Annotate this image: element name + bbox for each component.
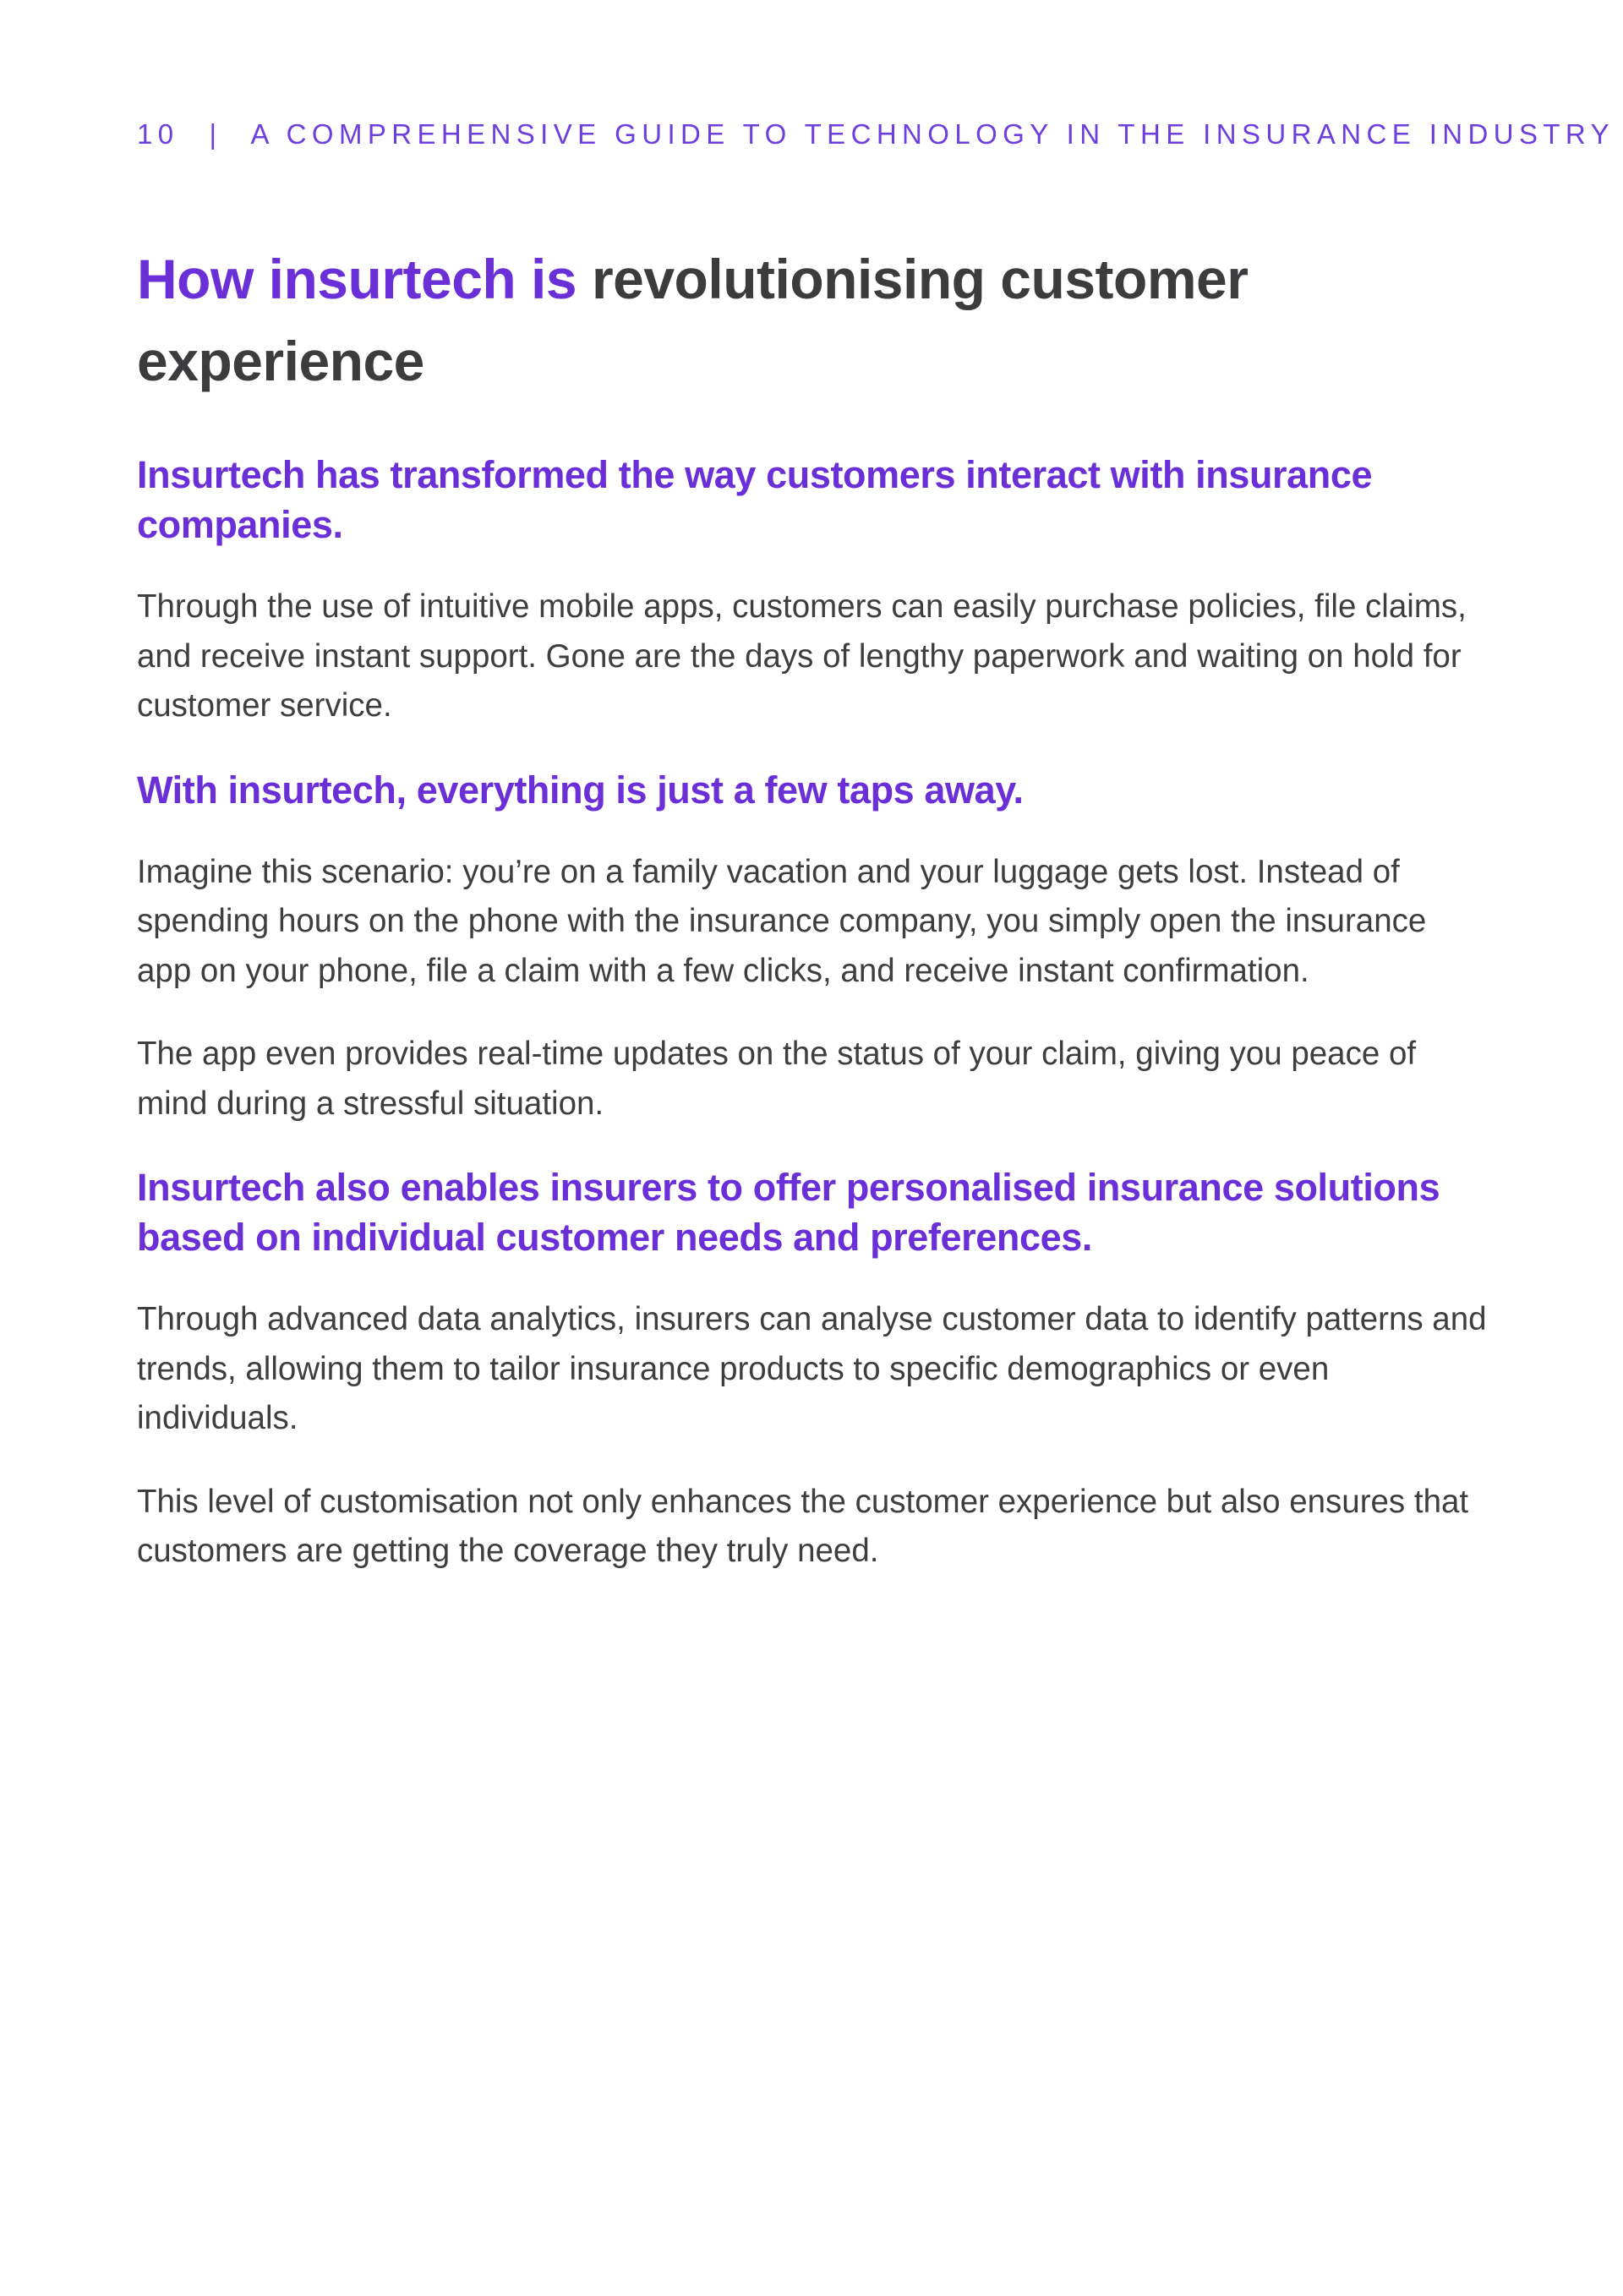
section-3-paragraph-1: Through advanced data analytics, insurers can analyse customer data to identify patterns and trends, allowing them to tailor insurance products to specific demographics or even individuals.	[137, 1301, 1487, 1436]
section-3-paragraph-2: This level of customisation not only enhances the customer experience but also ensures that customers are getting the coverage they truly need.	[137, 1483, 1469, 1569]
page-title-rest: revolutionising customer experience	[137, 248, 1249, 392]
section-heading-3: Insurtech also enables insurers to offer personalised insurance solutions based on individual customer needs and preferences.	[137, 1166, 1440, 1259]
article-body	[137, 450, 1489, 1577]
page-number: 10	[137, 118, 179, 150]
page-title-accent: How insurtech is	[137, 248, 577, 310]
section-2-paragraph-2: The app even provides real-time updates on the status of your claim, giving you peace of mind during a stressful situation.	[137, 1036, 1417, 1122]
section-1-paragraph-1: Through the use of intuitive mobile apps, customers can easily purchase policies, file claims, and receive instant support. Gone are the days of lengthy paperwork and waiting on hold for customer service.	[137, 588, 1467, 724]
header-separator: |	[209, 118, 222, 150]
section-2-paragraph-1: Imagine this scenario: you’re on a family vacation and your luggage gets lost. Instead of spending hours on the phone with the insurance company, you simply open the insurance app on your phone, file a claim with a few clicks, and receive instant confirmation.	[137, 853, 1427, 989]
section-heading-2: With insurtech, everything is just a few taps away.	[137, 768, 1024, 812]
running-header	[137, 118, 1615, 150]
page-title	[137, 238, 1456, 402]
guide-title: A COMPREHENSIVE GUIDE TO TECHNOLOGY IN THE INSURANCE INDUSTRY	[250, 118, 1615, 150]
section-heading-1: Insurtech has transformed the way customers interact with insurance companies.	[137, 453, 1373, 546]
